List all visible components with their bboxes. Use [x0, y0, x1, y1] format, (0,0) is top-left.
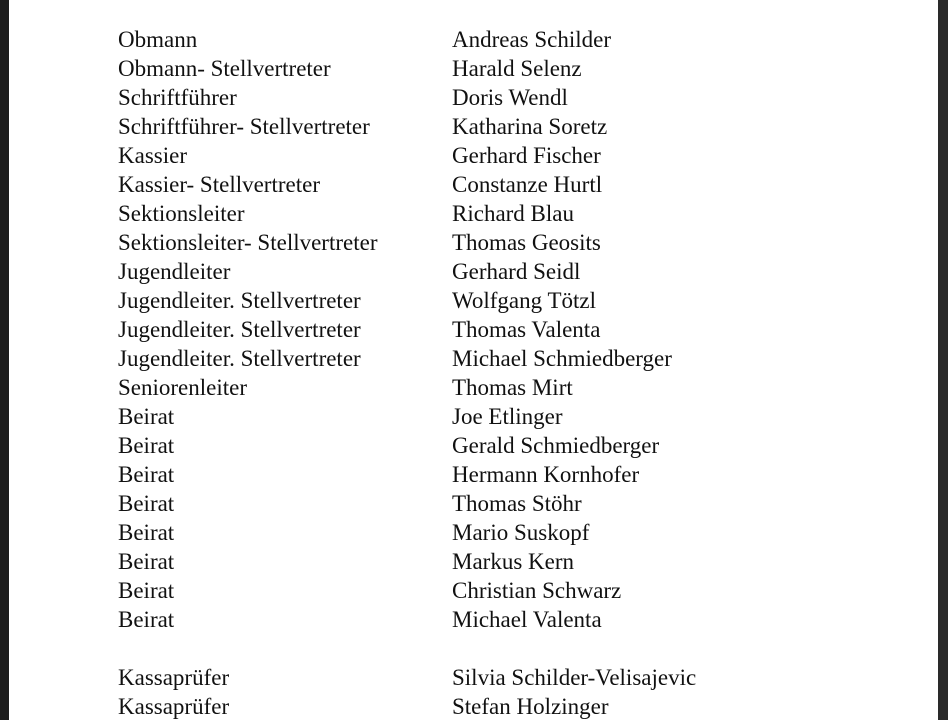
list-item	[118, 663, 918, 692]
list-item	[118, 141, 918, 170]
person-name: Stefan Holzinger	[452, 694, 609, 719]
role-label: Beirat	[118, 520, 175, 545]
person-name: Silvia Schilder-Velisajevic	[452, 665, 697, 690]
role-label: Jugendleiter. Stellvertreter	[118, 317, 361, 342]
viewer-right-border	[938, 0, 948, 720]
list-item	[118, 431, 918, 460]
list-item	[118, 112, 918, 141]
role-label: Obmann	[118, 27, 198, 52]
list-item	[118, 547, 918, 576]
person-name: Michael Schmiedberger	[452, 346, 672, 371]
list-item	[118, 518, 918, 547]
role-label: Schriftführer- Stellvertreter	[118, 114, 370, 139]
list-item	[118, 402, 918, 431]
person-name: Andreas Schilder	[452, 27, 612, 52]
person-name: Katharina Soretz	[452, 114, 608, 139]
role-label: Jugendleiter. Stellvertreter	[118, 288, 361, 313]
person-name: Doris Wendl	[452, 85, 568, 110]
list-item	[118, 576, 918, 605]
role-label: Kassaprüfer	[118, 694, 230, 719]
list-item	[118, 286, 918, 315]
list-item	[118, 257, 918, 286]
role-label: Sektionsleiter	[118, 201, 245, 226]
role-label: Kassaprüfer	[118, 665, 230, 690]
person-name: Gerhard Seidl	[452, 259, 581, 284]
person-name: Hermann Kornhofer	[452, 462, 640, 487]
role-label: Beirat	[118, 404, 175, 429]
list-item	[118, 83, 918, 112]
role-label: Beirat	[118, 549, 175, 574]
person-name: Thomas Geosits	[452, 230, 601, 255]
person-name: Michael Valenta	[452, 607, 602, 632]
role-label: Kassier	[118, 143, 187, 168]
person-name: Gerhard Fischer	[452, 143, 601, 168]
person-name: Wolfgang Tötzl	[452, 288, 596, 313]
list-item	[118, 170, 918, 199]
list-item	[118, 344, 918, 373]
person-name: Christian Schwarz	[452, 578, 622, 603]
list-item	[118, 315, 918, 344]
person-name: Richard Blau	[452, 201, 574, 226]
document-page	[9, 0, 938, 720]
person-name: Mario Suskopf	[452, 520, 590, 545]
role-label: Jugendleiter. Stellvertreter	[118, 346, 361, 371]
person-name: Constanze Hurtl	[452, 172, 603, 197]
role-label: Jugendleiter	[118, 259, 231, 284]
list-item	[118, 228, 918, 257]
list-item	[118, 692, 918, 720]
role-label: Kassier- Stellvertreter	[118, 172, 320, 197]
list-item	[118, 373, 918, 402]
role-label: Beirat	[118, 491, 175, 516]
person-name: Markus Kern	[452, 549, 574, 574]
role-label: Seniorenleiter	[118, 375, 248, 400]
list-item	[118, 489, 918, 518]
role-label: Beirat	[118, 433, 175, 458]
role-label: Beirat	[118, 578, 175, 603]
person-name: Thomas Stöhr	[452, 491, 582, 516]
role-label: Schriftführer	[118, 85, 237, 110]
person-name: Joe Etlinger	[452, 404, 563, 429]
role-label: Sektionsleiter- Stellvertreter	[118, 230, 378, 255]
person-name: Harald Selenz	[452, 56, 582, 81]
board-member-list	[118, 25, 918, 720]
person-name: Thomas Mirt	[452, 375, 573, 400]
list-item	[118, 605, 918, 634]
role-label: Beirat	[118, 607, 175, 632]
person-name: Thomas Valenta	[452, 317, 601, 342]
list-item	[118, 25, 918, 54]
viewer-left-border	[0, 0, 9, 720]
role-label: Obmann- Stellvertreter	[118, 56, 331, 81]
list-item	[118, 460, 918, 489]
list-item	[118, 199, 918, 228]
person-name: Gerald Schmiedberger	[452, 433, 660, 458]
list-item	[118, 54, 918, 83]
role-label: Beirat	[118, 462, 175, 487]
